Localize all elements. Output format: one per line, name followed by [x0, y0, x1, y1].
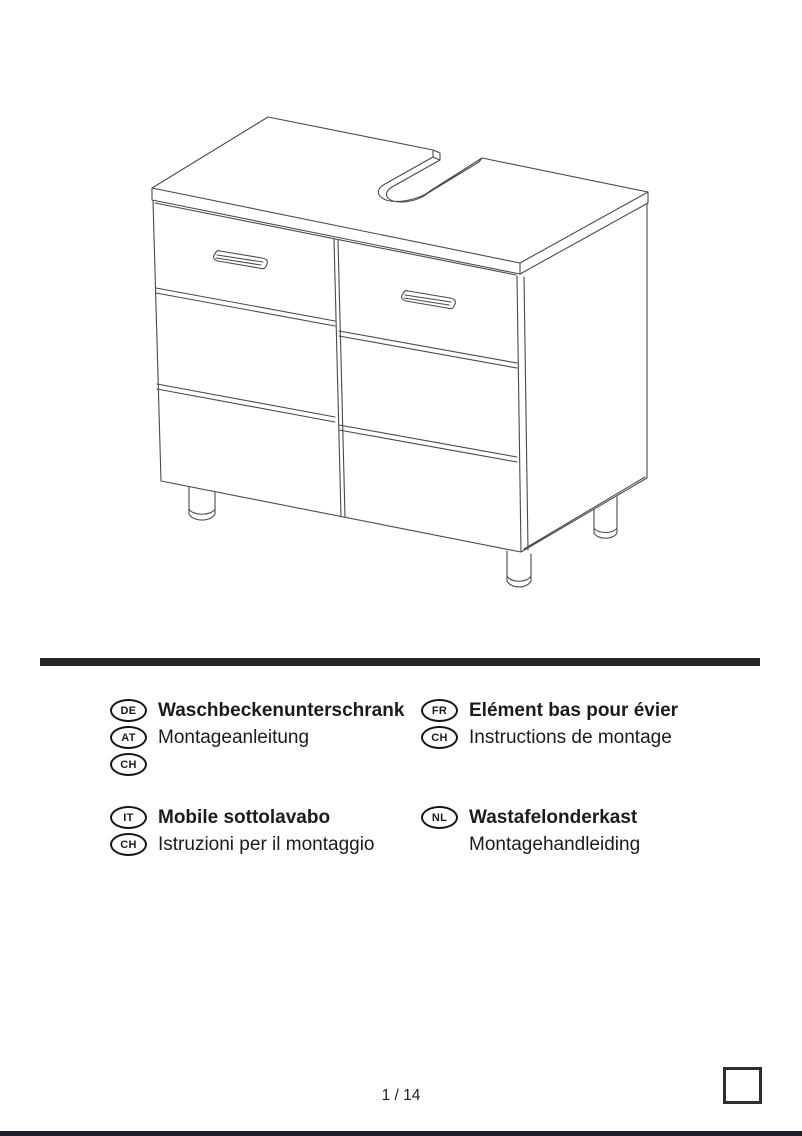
lang-badge-ch: CH: [110, 833, 147, 856]
subtitle-nl: Montagehandleiding: [469, 833, 641, 855]
product-title-de: Waschbeckenunterschrank: [158, 699, 405, 721]
door-grooves: [156, 288, 517, 462]
cabinet-feet: [189, 487, 617, 587]
lang-row: [421, 831, 640, 858]
subtitle-de: Montageanleitung: [158, 726, 310, 748]
language-section-nl: [421, 804, 640, 858]
subtitle-fr: Instructions de montage: [469, 726, 672, 748]
lang-row: [110, 697, 404, 724]
lang-badge-it: IT: [110, 806, 147, 829]
lang-row: [110, 831, 375, 858]
language-section-de: [110, 697, 404, 778]
separator-bar: [40, 658, 760, 666]
door-divider: [334, 239, 345, 517]
lang-row: [421, 697, 678, 724]
lang-row: [421, 724, 678, 751]
lang-badge-ch: CH: [421, 726, 458, 749]
sink-cutout: [378, 150, 482, 202]
lang-badge-de: DE: [110, 699, 147, 722]
language-section-it: [110, 804, 375, 858]
lang-row: [421, 804, 640, 831]
lang-badge-fr: FR: [421, 699, 458, 722]
right-door-handle: [402, 291, 456, 309]
lang-row: [110, 804, 375, 831]
language-section-fr: [421, 697, 678, 751]
cabinet-top-face: [152, 117, 648, 263]
product-title-nl: Wastafelonderkast: [469, 806, 638, 828]
lang-badge-ch: CH: [110, 753, 147, 776]
subtitle-it: Istruzioni per il montaggio: [158, 833, 375, 855]
lang-badge-nl: NL: [421, 806, 458, 829]
left-door-handle: [214, 251, 268, 269]
corner-checkbox: [723, 1067, 762, 1104]
lang-row: [110, 724, 404, 751]
lang-row: [110, 751, 404, 778]
lang-badge-at: AT: [110, 726, 147, 749]
product-title-fr: Elément bas pour évier: [469, 699, 679, 721]
bottom-edge-bar: [0, 1131, 802, 1136]
product-title-it: Mobile sottolavabo: [158, 806, 331, 828]
page-number: 1 / 14: [381, 1087, 421, 1104]
